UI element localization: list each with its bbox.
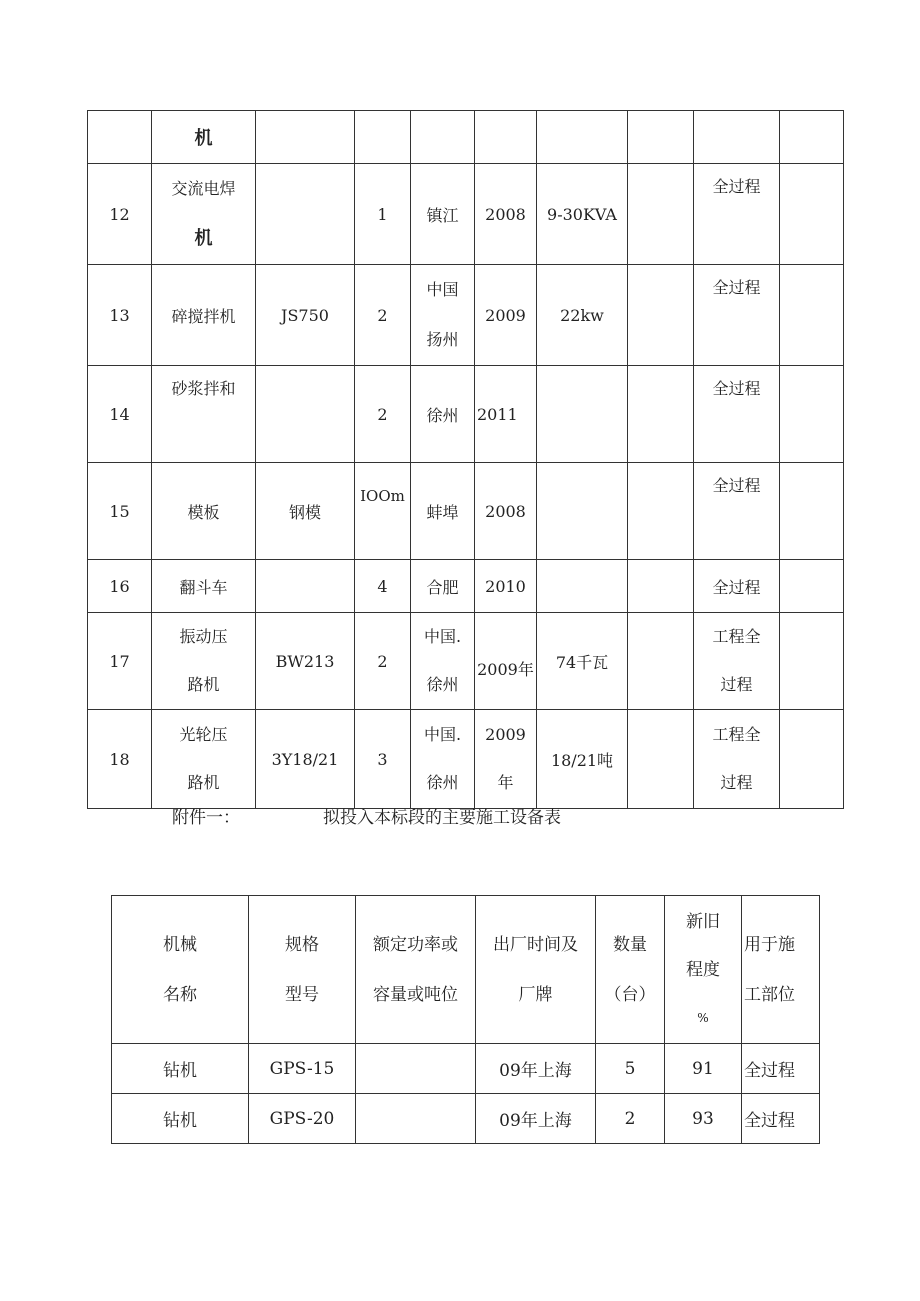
quantity-cell: 5 [596, 1044, 665, 1094]
attachment-caption [0, 803, 920, 827]
year-cell: 2011 [475, 366, 537, 463]
condition-cell: 91 [665, 1044, 742, 1094]
power-cell: 74千瓦 [537, 613, 628, 710]
machine-name: 钻机 [112, 1044, 249, 1094]
power-cell [356, 1094, 476, 1144]
table-row [88, 164, 844, 265]
year-cell: 2010 [475, 560, 537, 613]
attachment-label: 附件一： [172, 808, 240, 828]
power-cell: 22kw [537, 265, 628, 366]
usage-cell: 全过程 [742, 1094, 820, 1144]
condition-cell: 93 [665, 1094, 742, 1144]
equipment-name: 模板 [152, 463, 256, 560]
equipment-name: 振动压 路机 [152, 613, 256, 710]
attachment-title: 拟投入本标段的主要施工设备表 [323, 808, 561, 828]
usage-cell: 工程全 过程 [694, 710, 780, 809]
table-row [88, 366, 844, 463]
year-cell: 2009 [475, 265, 537, 366]
origin-cell: 合肥 [411, 560, 475, 613]
origin-cell: 镇江 [411, 164, 475, 265]
header-date: 出厂时间及 厂牌 [476, 896, 596, 1044]
header-row [112, 896, 820, 1044]
table-row [112, 1094, 820, 1144]
power-cell: 9-30KVA [537, 164, 628, 265]
quantity-cell: 2 [596, 1094, 665, 1144]
row-number: 18 [88, 710, 152, 809]
model-cell: JS750 [256, 265, 355, 366]
origin-cell: 中国 扬州 [411, 265, 475, 366]
spec-cell: GPS-15 [249, 1044, 356, 1094]
power-cell [537, 366, 628, 463]
quantity-cell: 2 [355, 265, 411, 366]
row-number: 13 [88, 265, 152, 366]
power-cell [356, 1044, 476, 1094]
equipment-name: 交流电焊 机 [152, 164, 256, 265]
equipment-name: 光轮压 路机 [152, 710, 256, 809]
header-name: 机械 名称 [112, 896, 249, 1044]
row-number: 15 [88, 463, 152, 560]
row-number [88, 111, 152, 164]
model-cell [256, 366, 355, 463]
equipment-table-continued [87, 110, 844, 809]
table-row [112, 1044, 820, 1094]
model-cell [256, 560, 355, 613]
year-cell: 2009年 [475, 613, 537, 710]
row-number: 16 [88, 560, 152, 613]
quantity-cell: 2 [355, 366, 411, 463]
table-row [88, 613, 844, 710]
model-cell [256, 164, 355, 265]
equipment-name: 机 [152, 111, 256, 164]
equipment-name: 碎搅拌机 [152, 265, 256, 366]
header-condition: 新旧 程度 % [665, 896, 742, 1044]
year-cell: 2009 年 [475, 710, 537, 809]
power-cell: 18/21吨 [537, 710, 628, 809]
quantity-cell: 1 [355, 164, 411, 265]
main-equipment-table [111, 895, 820, 1144]
usage-cell: 全过程 [694, 366, 780, 463]
usage-cell: 工程全 过程 [694, 613, 780, 710]
year-cell: 2008 [475, 463, 537, 560]
power-cell [537, 463, 628, 560]
quantity-cell: 4 [355, 560, 411, 613]
table-row [88, 463, 844, 560]
header-usage: 用于施 工部位 [742, 896, 820, 1044]
year-cell: 2008 [475, 164, 537, 265]
model-cell: 钢模 [256, 463, 355, 560]
header-quantity: 数量 （台） [596, 896, 665, 1044]
spec-cell: GPS-20 [249, 1094, 356, 1144]
table-row [88, 111, 844, 164]
usage-cell: 全过程 [694, 164, 780, 265]
header-power: 额定功率或 容量或吨位 [356, 896, 476, 1044]
row-number: 17 [88, 613, 152, 710]
equipment-name: 翻斗车 [152, 560, 256, 613]
model-cell: 3Y18/21 [256, 710, 355, 809]
header-spec: 规格 型号 [249, 896, 356, 1044]
machine-name: 钻机 [112, 1094, 249, 1144]
table-row [88, 710, 844, 809]
origin-cell: 徐州 [411, 366, 475, 463]
model-cell: BW213 [256, 613, 355, 710]
date-cell: 09年上海 [476, 1044, 596, 1094]
origin-cell: 中国. 徐州 [411, 710, 475, 809]
row-number: 12 [88, 164, 152, 265]
origin-cell: 蚌埠 [411, 463, 475, 560]
date-cell: 09年上海 [476, 1094, 596, 1144]
equipment-name: 砂浆拌和 [152, 366, 256, 463]
usage-cell: 全过程 [694, 265, 780, 366]
usage-cell: 全过程 [694, 560, 780, 613]
power-cell [537, 560, 628, 613]
usage-cell: 全过程 [694, 463, 780, 560]
table-row [88, 265, 844, 366]
quantity-cell: 2 [355, 613, 411, 710]
usage-cell: 全过程 [742, 1044, 820, 1094]
table-row [88, 560, 844, 613]
quantity-cell: 3 [355, 710, 411, 809]
quantity-cell: IOOm [355, 463, 411, 560]
origin-cell: 中国. 徐州 [411, 613, 475, 710]
row-number: 14 [88, 366, 152, 463]
